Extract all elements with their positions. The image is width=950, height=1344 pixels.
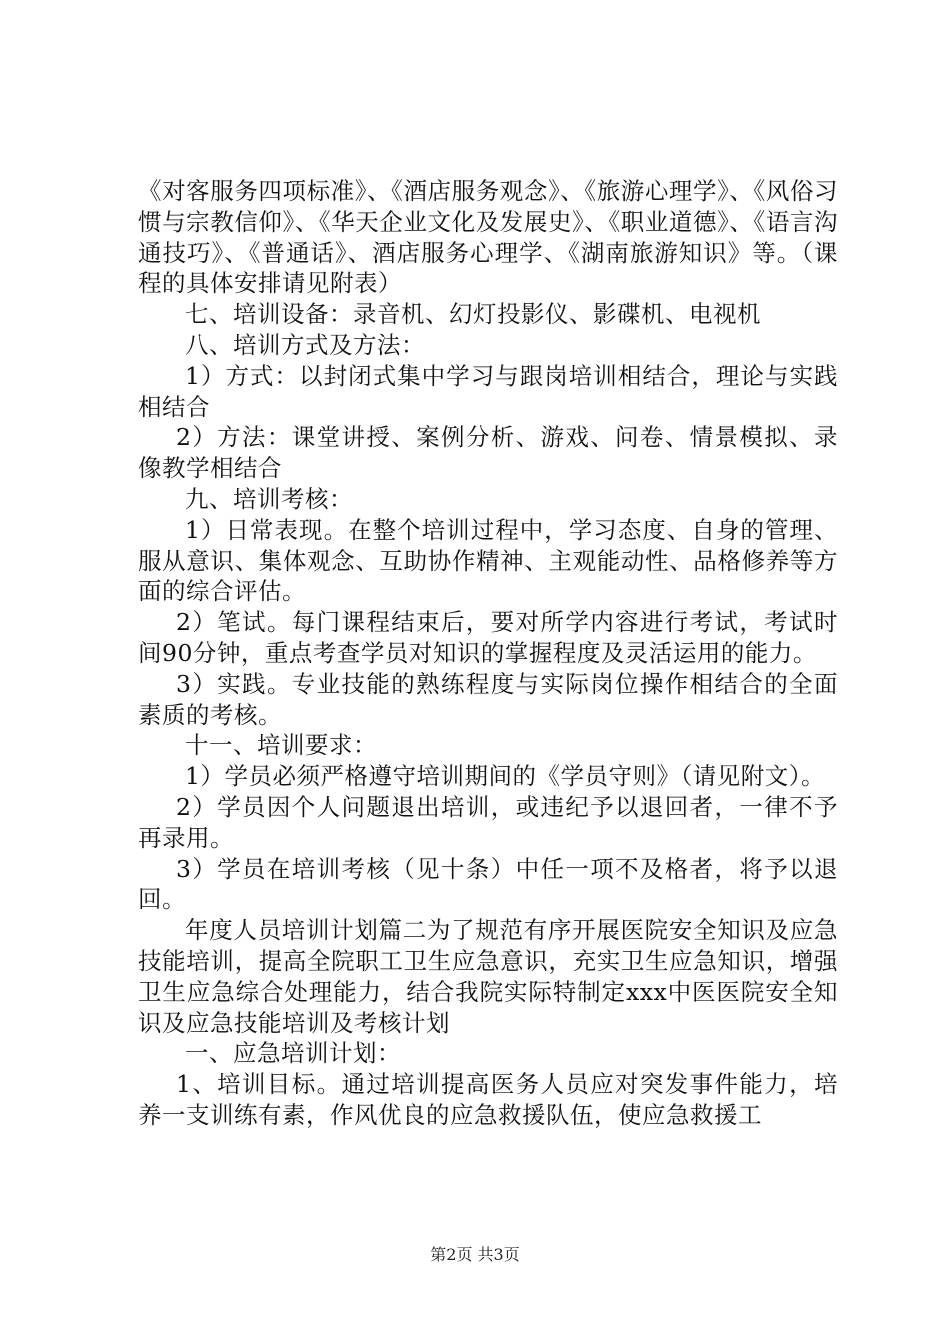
section-seven-equipment: 七、培训设备：录音机、幻灯投影仪、影碟机、电视机: [185, 300, 761, 329]
course-list-paragraph: 《对客服务四项标准》、《酒店服务观念》、《旅游心理学》、《风俗习惯与宗教信仰》、《华天企业文化及发展史》、《职业道德》、《语言沟通技巧》、《普通话》、酒店服务心理学、《湖南旅游知识》等。（课程的具体安排请见附表）: [138, 177, 838, 298]
training-goal-paragraph: 1、培训目标。通过培训提高医务人员应对突发事件能力，培养一支训练有素，作风优良的应急救援队伍，使应急救援工: [138, 1070, 838, 1129]
plan-two-intro-paragraph: 年度人员培训计划篇二为了规范有序开展医院安全知识及应急技能培训，提高全院职工卫生应急意识，充实卫生应急知识，增强卫生应急综合处理能力，结合我院实际特制定xxx中医医院安全知识及应急技能培训及考核计划: [138, 916, 838, 1037]
section-eight-item-2: 2）方法：课堂讲授、案例分析、游戏、问卷、情景模拟、录像教学相结合: [138, 423, 838, 483]
section-eight-item-1: 1）方式：以封闭式集中学习与跟岗培训相结合，理论与实践相结合: [138, 361, 838, 421]
section-nine-item-1: 1）日常表现。在整个培训过程中，学习态度、自身的管理、服从意识、集体观念、互助协作精神、主观能动性、品格修养等方面的综合评估。: [138, 515, 838, 606]
page-number-footer: 第2页 共3页: [430, 1245, 520, 1264]
emergency-training-heading: 一、应急培训计划：: [185, 1039, 401, 1068]
document-body: [138, 176, 838, 1131]
section-nine-item-2: 2）笔试。每门课程结束后，要对所学内容进行考试，考试时间90分钟，重点考查学员对知识的掌握程度及灵活运用的能力。: [138, 608, 838, 667]
section-eight-heading: 八、培训方式及方法：: [185, 330, 425, 359]
section-eleven-item-3: 3）学员在培训考核（见十条）中任一项不及格者，将予以退回。: [138, 854, 838, 914]
section-eleven-item-1: 1）学员必须严格遵守培训期间的《学员守则》（请见附文）。: [185, 762, 825, 791]
section-eleven-heading: 十一、培训要求：: [185, 731, 377, 760]
section-nine-heading: 九、培训考核：: [185, 484, 353, 513]
section-eleven-item-2: 2）学员因个人问题退出培训，或违纪予以退回者，一律不予再录用。: [138, 792, 838, 852]
section-nine-item-3: 3）实践。专业技能的熟练程度与实际岗位操作相结合的全面素质的考核。: [138, 669, 838, 729]
